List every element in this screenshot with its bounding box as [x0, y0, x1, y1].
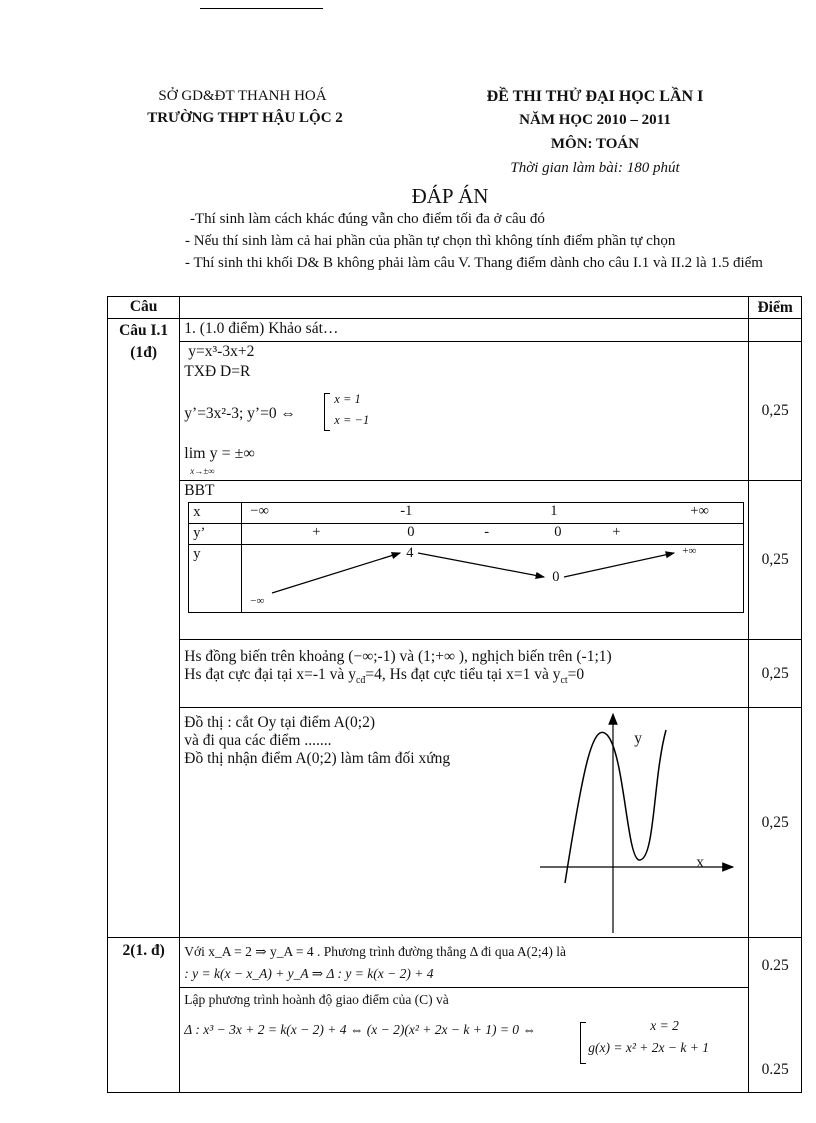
bbt-y-min: 0	[552, 569, 560, 585]
score-cell: 0,25	[749, 640, 802, 708]
score-value-1: 0.25	[761, 957, 789, 974]
score-cell: 0,25	[749, 481, 802, 640]
score-value-2: 0.25	[761, 1061, 789, 1078]
q1-domain: TXĐ D=R	[184, 363, 251, 380]
bbt-dy-plus-1: +	[312, 524, 321, 540]
x-axis-label: x	[696, 854, 705, 871]
exam-subject: MÔN: TOÁN	[550, 136, 640, 152]
top-rule	[200, 8, 323, 9]
q2-line-3: Lập phương trình hoành độ giao điểm của (C) và	[184, 992, 449, 1007]
q2-line-4: Δ : x³ − 3x + 2 = k(x − 2) + 4 ⇔ (x − 2)(x² + 2x − k + 1) = 0 ⇔	[184, 1022, 536, 1037]
score-cell: 0,25	[749, 708, 802, 938]
q2-line-2: : y = k(x − x_A) + y_A ⇒ Δ : y = k(x − 2) + 4	[184, 966, 434, 981]
bbt-dy-zero-1: 0	[407, 524, 415, 540]
system-root-1: x = 1	[334, 392, 361, 406]
question-label: Câu I.1	[119, 322, 169, 339]
q1-limit: lim y = ±∞	[184, 445, 255, 462]
bbt-dy-zero-2: 0	[554, 524, 562, 540]
bbt-y-row	[189, 545, 744, 613]
table-row	[108, 319, 802, 342]
table-row	[108, 708, 802, 938]
note-1: -Thí sinh làm cách khác đúng vẫn cho điểm tối đa ở câu đó	[190, 211, 545, 227]
system-root-2: x = −1	[334, 413, 370, 427]
q2-divider	[180, 987, 748, 988]
bbt-arrows	[242, 545, 732, 613]
bbt-x-one: 1	[550, 503, 558, 519]
q1-limit-sub: x→±∞	[190, 466, 215, 476]
bbt-arrow-up-2	[564, 553, 674, 577]
cubic-curve	[565, 730, 666, 883]
exam-year: NĂM HỌC 2010 – 2011	[519, 112, 671, 128]
exam-title: ĐỀ THI THỬ ĐẠI HỌC LẦN I	[486, 88, 704, 105]
monotonic-line-2	[184, 666, 744, 686]
bbt-dy-row	[189, 524, 744, 545]
table-row	[108, 640, 802, 708]
school-dept: SỞ GD&ĐT THANH HOÁ	[158, 88, 327, 104]
graph-line-2: và đi qua các điểm .......	[184, 732, 332, 749]
q2-cell	[180, 938, 749, 1093]
q2-score-cell	[749, 938, 802, 1093]
note-2: - Nếu thí sinh làm cả hai phần của phần tự chọn thì không tính điểm phần tự chọn	[185, 233, 676, 249]
bbt-arrow-up-1	[272, 553, 400, 593]
bbt-y-pos-inf: +∞	[682, 545, 697, 557]
bbt-dy-plus-2: +	[612, 524, 621, 540]
score-cell: 0,25	[749, 342, 802, 481]
table-row	[108, 481, 802, 640]
graph-cell	[180, 708, 749, 938]
score-empty	[749, 319, 802, 342]
bbt-x-label: x	[189, 503, 242, 524]
extrema-text-2: =4, Hs đạt cực tiểu tại x=1 và y	[365, 666, 561, 683]
col-content-header	[180, 297, 749, 319]
answer-title: ĐÁP ÁN	[411, 184, 489, 208]
bbt-title: BBT	[184, 482, 215, 499]
q2-bracket	[580, 1022, 586, 1064]
q1-function: y=x³-3x+2	[188, 343, 255, 360]
question-2-label: 2(1. đ)	[108, 938, 180, 1093]
bbt-dy-values	[242, 524, 744, 545]
bbt-x-row	[189, 503, 744, 524]
table-row	[108, 342, 802, 481]
monotonic-line-1: Hs đồng biến trên khoảng (−∞;-1) và (1;+∞ ), nghịch biến trên (-1;1)	[184, 648, 612, 665]
question-points: (1đ)	[130, 344, 157, 361]
bbt-x-pos-inf: +∞	[690, 503, 709, 519]
bbt-x-minus-one: -1	[400, 503, 413, 519]
school-name: TRƯỜNG THPT HẬU LỘC 2	[147, 110, 343, 126]
table-header-row	[108, 297, 802, 319]
extrema-text-3: =0	[567, 666, 585, 683]
extrema-text-1: Hs đạt cực đại tại x=-1 và y	[184, 666, 356, 683]
col-question-header: Câu	[108, 297, 180, 319]
table-row	[108, 938, 802, 1093]
q2-system-1: x = 2	[650, 1018, 679, 1033]
bbt-dy-label: y’	[189, 524, 242, 545]
bbt-x-neg-inf: −∞	[250, 503, 269, 519]
exam-time: Thời gian làm bài: 180 phút	[510, 160, 680, 176]
bbt-cell	[180, 481, 749, 640]
bbt-y-max: 4	[406, 545, 414, 561]
y-axis-label: y	[634, 730, 643, 747]
question-cell	[108, 319, 180, 938]
q2-line-1: Với x_A = 2 ⇒ y_A = 4 . Phương trình đường thẳng Δ đi qua A(2;4) là	[184, 944, 567, 959]
bbt-y-neg-inf: −∞	[250, 595, 265, 607]
bbt-y-values	[242, 545, 744, 613]
variation-table	[188, 502, 744, 613]
q1-derivative: y’=3x²-3; y’=0 ⇔	[184, 405, 296, 422]
extrema-sub-max: cđ	[355, 675, 366, 687]
monotonic-cell	[180, 640, 749, 708]
note-3: - Thí sinh thi khối D& B không phải làm câu V. Thang điểm dành cho câu I.1 và II.2 là 1.5 điểm	[185, 255, 763, 271]
bbt-arrow-down	[418, 553, 544, 577]
col-score-header: Điểm	[749, 297, 802, 319]
graph-line-3: Đồ thị nhận điểm A(0;2) làm tâm đối xứng	[184, 750, 451, 767]
q1-analysis-cell	[180, 342, 749, 481]
graph-line-1: Đồ thị : cắt Oy tại điểm A(0;2)	[184, 714, 375, 731]
bbt-y-label: y	[189, 545, 242, 613]
extrema-sub-min: ct	[560, 675, 568, 687]
q1-intro: 1. (1.0 điểm) Khảo sát…	[180, 319, 749, 342]
bbt-dy-minus: -	[484, 524, 490, 540]
system-bracket	[324, 393, 330, 431]
bbt-x-values	[242, 503, 744, 524]
q2-system-2: g(x) = x² + 2x − k + 1	[588, 1040, 709, 1055]
answer-table	[107, 296, 802, 1093]
